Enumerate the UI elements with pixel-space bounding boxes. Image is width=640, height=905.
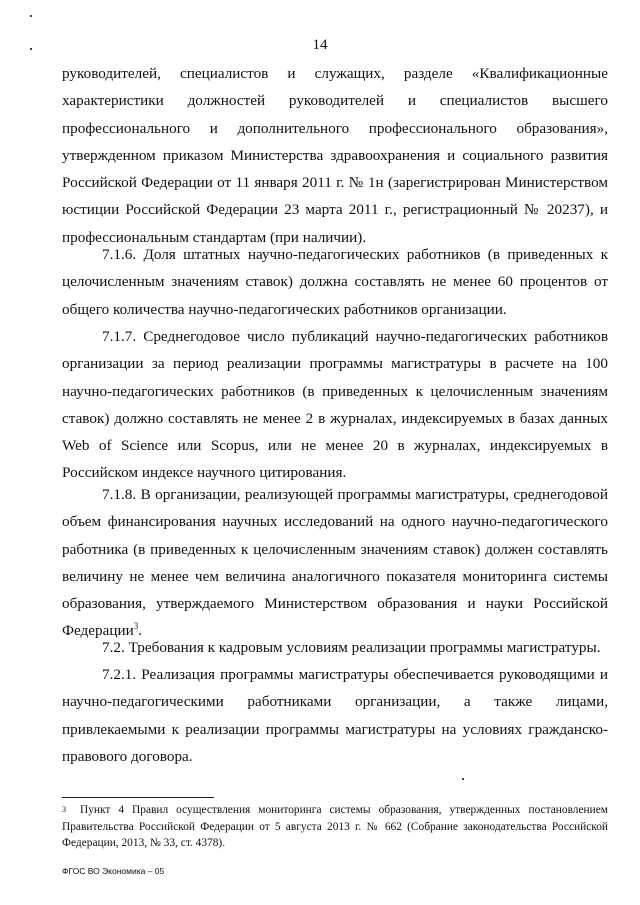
page-number: 14 [312,37,328,53]
footnote-text: Пункт 4 Правил осуществления мониторинга системы образования, утвержденных постановлением Правительства Российской Федерации от 5 августа 2013 г. № 662 (Собрание законодательства Российской Федерации, 2013, № 33, ст. 4378). [62,804,608,849]
scan-artifact [30,48,32,50]
footnote-mark: 3 [62,805,66,814]
footnote [62,802,608,852]
scan-artifact [30,15,32,17]
paragraph-7-1-7: 7.1.7. Среднегодовое число публикаций научно-педагогических работников организации за период реализации программы магистратуры в расчете на 100 научно-педагогических работников (в приведенных к целочисленным значениям ставок) должно составлять не менее 2 в журналах, индексируемых в базах данных Web of Science или Scopus, или не менее 20 в журналах, индексируемых в Российском индексе научного цитирования. [62,328,608,482]
paragraph-7-1-6: 7.1.6. Доля штатных научно-педагогических работников (в приведенных к целочисленным значениям ставок) должна составлять не менее 60 процентов от общего количества научно-педагогических работников организации. [62,246,608,318]
paragraph-7-1-8-text: 7.1.8. В организации, реализующей программы магистратуры, среднегодовой объем финансирования научных исследований на одного научно-педагогического работника (в приведенных к целочисленным значениям ставок) должен составлять величину не менее чем величина аналогичного показателя мониторинга системы образования, утверждаемого Министерством образования и науки Российской Федерации [62,486,608,640]
paragraph-7-2: 7.2. Требования к кадровым условиям реализации программы магистратуры. [102,639,601,656]
paragraph-continuation: руководителей, специалистов и служащих, разделе «Квалификационные характеристики должностей руководителей и специалистов высшего профессионального и дополнительного профессионального образования», утвержденном приказом Министерства здравоохранения и социального развития Российской Федерации от 11 января 2011 г. № 1н (зарегистрирован Министерством юстиции Российской Федерации 23 марта 2011 г., регистрационный № 20237), и профессиональным стандартам (при наличии). [62,65,608,246]
document-code: ФГОС ВО Экономика – 05 [62,866,165,876]
scan-artifact [462,778,464,780]
footnote-separator [62,797,214,798]
paragraph-7-1-8 [62,481,608,645]
paragraph-7-1-8-end: . [138,622,143,640]
footnote-reference: 3 [133,621,139,632]
paragraph-7-2-1: 7.2.1. Реализация программы магистратуры обеспечивается руководящими и научно-педагогическими работниками организации, а также лицами, привлекаемыми к реализации программы магистратуры на условиях гражданско-правового договора. [62,666,608,765]
